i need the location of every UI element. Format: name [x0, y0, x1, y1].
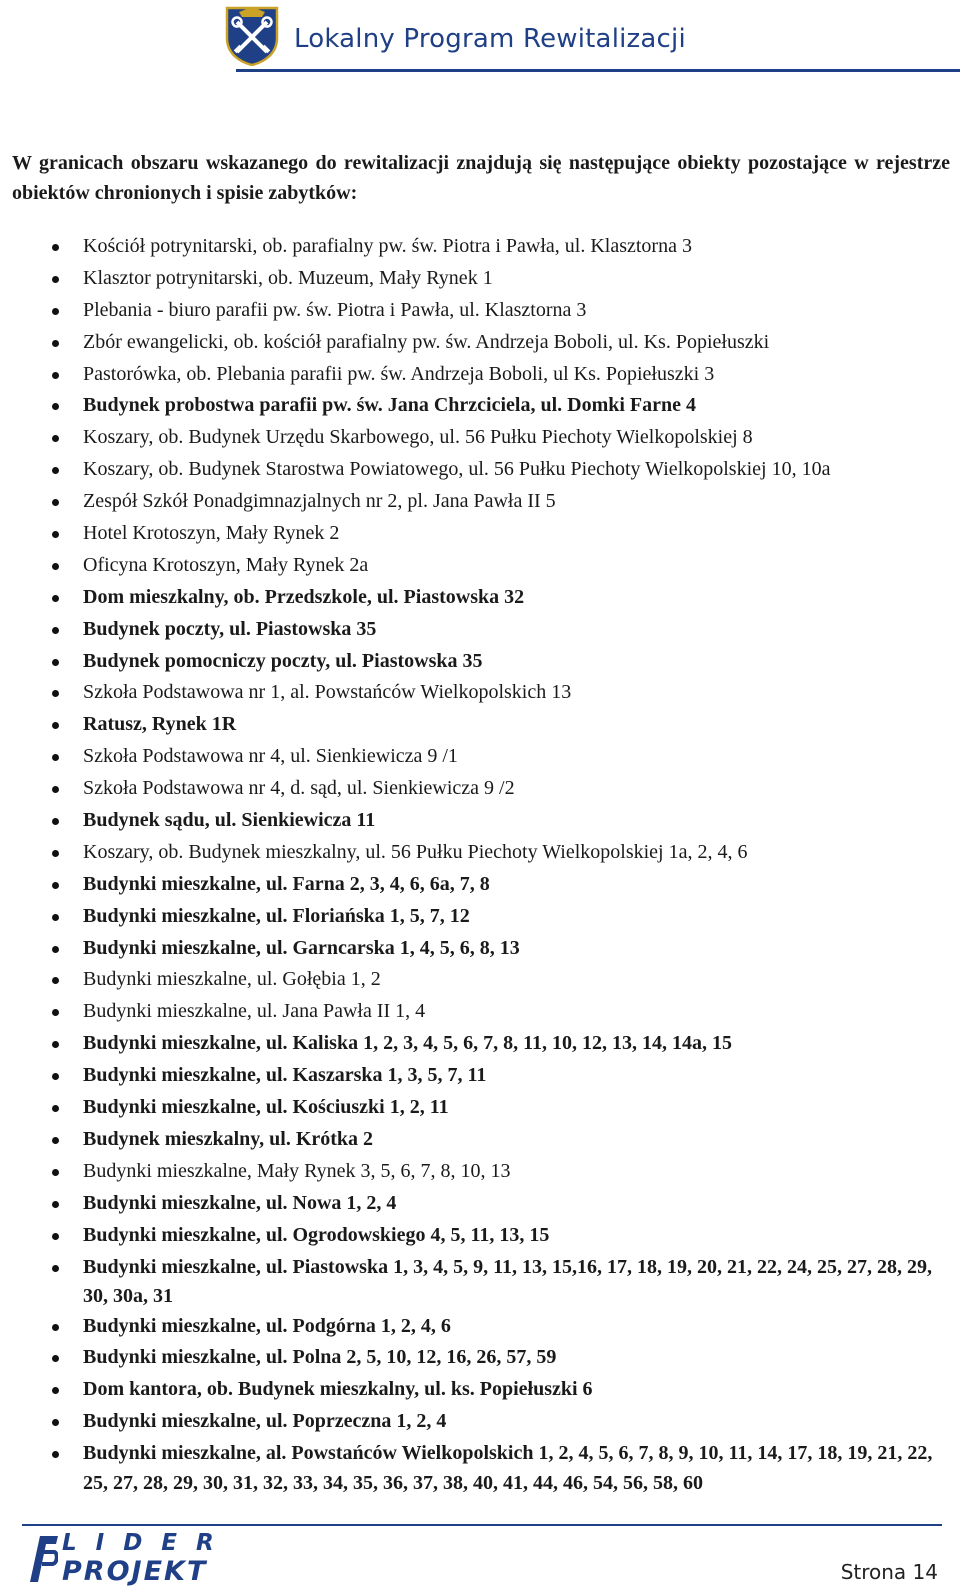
bullet-icon	[52, 435, 59, 442]
list-item	[0, 583, 960, 615]
list-item-text: Plebania - biuro parafii pw. św. Piotra i Pawła, ul. Klasztorna 3	[83, 298, 587, 321]
bullet-icon	[52, 627, 59, 634]
bullet-icon	[52, 308, 59, 315]
header-divider	[236, 69, 960, 72]
list-item-text: Zespół Szkół Ponadgimnazjalnych nr 2, pl. Jana Pawła II 5	[83, 490, 556, 513]
bullet-icon	[52, 531, 59, 538]
list-item-text: Budynki mieszkalne, ul. Garncarska 1, 4, 5, 6, 8, 13	[83, 936, 520, 959]
list-item-text: Budynek pomocniczy poczty, ul. Piastowska 35	[83, 649, 483, 672]
list-item-text: Zbór ewangelicki, ob. kościół parafialny pw. św. Andrzeja Boboli, ul. Ks. Popiełuszki	[83, 330, 770, 353]
list-item-text: Klasztor potrynitarski, ob. Muzeum, Mały Rynek 1	[83, 266, 493, 289]
bullet-icon	[52, 882, 59, 889]
bullet-icon	[52, 754, 59, 761]
list-item	[0, 1221, 960, 1253]
document-title: Lokalny Program Rewitalizacji	[294, 24, 686, 54]
list-item	[0, 997, 960, 1029]
list-item	[0, 1125, 960, 1157]
bullet-icon	[52, 595, 59, 602]
bullet-icon	[52, 1137, 59, 1144]
bullet-icon	[52, 818, 59, 825]
list-item	[0, 965, 960, 997]
lider-projekt-logo	[24, 1530, 239, 1586]
list-item-text: Budynek probostwa parafii pw. św. Jana Chrzciciela, ul. Domki Farne 4	[83, 394, 697, 417]
bullet-icon	[52, 1355, 59, 1362]
bullet-icon	[52, 786, 59, 793]
list-item-text: Budynki mieszkalne, ul. Poprzeczna 1, 2, 4	[83, 1410, 447, 1433]
bullet-icon	[52, 659, 59, 666]
list-item	[0, 742, 960, 774]
list-item	[0, 1157, 960, 1189]
bullet-icon	[52, 340, 59, 347]
list-item	[0, 615, 960, 647]
list-item	[0, 1189, 960, 1221]
list-item	[0, 391, 960, 423]
list-item	[0, 328, 960, 360]
bullet-icon	[52, 1419, 59, 1426]
bullet-icon	[52, 499, 59, 506]
logo-mark-icon	[24, 1530, 58, 1584]
list-item-text: Budynki mieszkalne, ul. Gołębia 1, 2	[83, 968, 381, 991]
list-item-text: Pastorówka, ob. Plebania parafii pw. św. Andrzeja Boboli, ul Ks. Popiełuszki 3	[83, 362, 715, 385]
bullet-icon	[52, 467, 59, 474]
bullet-icon	[52, 276, 59, 283]
list-item	[0, 264, 960, 296]
list-item	[0, 806, 960, 838]
bullet-icon	[52, 914, 59, 921]
list-item-text: Szkoła Podstawowa nr 4, ul. Sienkiewicza 9 /1	[83, 745, 458, 768]
list-item-text: Koszary, ob. Budynek Urzędu Skarbowego, ul. 56 Pułku Piechoty Wielkopolskiej 8	[83, 426, 753, 449]
list-item	[0, 487, 960, 519]
list-item	[0, 710, 960, 742]
coat-of-arms-icon	[222, 4, 282, 66]
list-item	[0, 1407, 960, 1439]
list-item	[0, 360, 960, 392]
list-item-text: Oficyna Krotoszyn, Mały Rynek 2a	[83, 553, 369, 576]
list-item	[0, 1375, 960, 1407]
list-item-text: Budynki mieszkalne, ul. Kaliska 1, 2, 3, 4, 5, 6, 7, 8, 11, 10, 12, 13, 14, 14a, 15	[83, 1032, 732, 1055]
bullet-icon	[52, 1233, 59, 1240]
list-item-text: Budynki mieszkalne, ul. Kościuszki 1, 2, 11	[83, 1096, 449, 1119]
bullet-icon	[52, 690, 59, 697]
list-item-text: Budynki mieszkalne, ul. Polna 2, 5, 10, 12, 16, 26, 57, 59	[83, 1346, 557, 1369]
list-item-text: Budynek mieszkalny, ul. Krótka 2	[83, 1127, 374, 1150]
footer-divider	[22, 1524, 942, 1526]
list-item-text: Szkoła Podstawowa nr 1, al. Powstańców Wielkopolskich 13	[83, 681, 572, 704]
bullet-icon	[52, 1324, 59, 1331]
list-item-text: Dom mieszkalny, ob. Przedszkole, ul. Piastowska 32	[83, 585, 525, 608]
page-number: Strona 14	[840, 1560, 938, 1584]
list-item	[0, 1029, 960, 1061]
list-item-text: Budynki mieszkalne, ul. Ogrodowskiego 4, 5, 11, 13, 15	[83, 1223, 550, 1246]
bullet-icon	[52, 372, 59, 379]
list-item-text: Budynki mieszkalne, ul. Farna 2, 3, 4, 6, 6a, 7, 8	[83, 872, 490, 895]
list-item	[0, 232, 960, 264]
list-item-text: Budynki mieszkalne, al. Powstańców Wielkopolskich 1, 2, 4, 5, 6, 7, 8, 9, 10, 11, 14, 17, 18, 19, 21, 22, 25, 27, 28, 29, 30, 31, 32, 33, 34, 35, 36, 37, 38, 40, 41, 44, 46, 54, 56, 58, 60	[83, 1442, 933, 1494]
list-item-text: Kościół potrynitarski, ob. parafialny pw. św. Piotra i Pawła, ul. Klasztorna 3	[83, 235, 692, 257]
list-item-text: Budynki mieszkalne, Mały Rynek 3, 5, 6, 7, 8, 10, 13	[83, 1159, 511, 1182]
list-item-text: Budynek poczty, ul. Piastowska 35	[83, 617, 377, 640]
list-item	[0, 678, 960, 710]
list-item-text: Ratusz, Rynek 1R	[83, 713, 237, 736]
list-item	[0, 1312, 960, 1344]
list-item-text: Budynki mieszkalne, ul. Piastowska 1, 3, 4, 5, 9, 11, 13, 15,16, 17, 18, 19, 20, 21, 22, 24, 25, 27, 28, 29, 30, 30a, 31	[83, 1255, 932, 1307]
list-item	[0, 870, 960, 902]
bullet-icon	[52, 1201, 59, 1208]
list-item-text: Budynki mieszkalne, ul. Kaszarska 1, 3, 5, 7, 11	[83, 1064, 487, 1087]
bullet-icon	[52, 850, 59, 857]
bullet-icon	[52, 244, 59, 251]
list-item	[0, 934, 960, 966]
list-item-text: Budynki mieszkalne, ul. Floriańska 1, 5, 7, 12	[83, 904, 470, 927]
bullet-icon	[52, 1169, 59, 1176]
list-item-text: Budynki mieszkalne, ul. Jana Pawła II 1, 4	[83, 1000, 426, 1023]
list-item-text: Budynki mieszkalne, ul. Podgórna 1, 2, 4, 6	[83, 1314, 451, 1337]
list-item-text: Szkoła Podstawowa nr 4, d. sąd, ul. Sienkiewicza 9 /2	[83, 777, 515, 800]
list-item	[0, 551, 960, 583]
list-item-text: Hotel Krotoszyn, Mały Rynek 2	[83, 522, 340, 545]
list-item	[0, 296, 960, 328]
list-item	[0, 774, 960, 806]
list-item	[0, 838, 960, 870]
list-item	[0, 519, 960, 551]
bullet-icon	[52, 1073, 59, 1080]
logo-text-line2: PROJEKT	[62, 1556, 208, 1587]
list-item	[0, 647, 960, 679]
bullet-icon	[52, 977, 59, 984]
monument-list	[0, 232, 960, 1498]
list-item	[0, 902, 960, 934]
list-item	[0, 455, 960, 487]
bullet-icon	[52, 722, 59, 729]
list-item	[0, 1253, 960, 1312]
bullet-icon	[52, 563, 59, 570]
list-item-text: Dom kantora, ob. Budynek mieszkalny, ul. ks. Popiełuszki 6	[83, 1378, 593, 1401]
list-item-text: Budynki mieszkalne, ul. Nowa 1, 2, 4	[83, 1191, 397, 1214]
list-item	[0, 1343, 960, 1375]
list-item-text: Budynek sądu, ul. Sienkiewicza 11	[83, 809, 376, 832]
list-item	[0, 423, 960, 455]
bullet-icon	[52, 1451, 59, 1458]
bullet-icon	[52, 1387, 59, 1394]
bullet-icon	[52, 1105, 59, 1112]
bullet-icon	[52, 403, 59, 410]
list-item-text: Koszary, ob. Budynek Starostwa Powiatowego, ul. 56 Pułku Piechoty Wielkopolskiej 10, 10a	[83, 458, 831, 481]
bullet-icon	[52, 946, 59, 953]
intro-paragraph: W granicach obszaru wskazanego do rewitalizacji znajdują się następujące obiekty pozostające w rejestrze obiektów chronionych i spisie zabytków:	[12, 152, 950, 204]
bullet-icon	[52, 1041, 59, 1048]
page-header	[0, 0, 960, 72]
list-item	[0, 1439, 960, 1498]
list-item-text: Koszary, ob. Budynek mieszkalny, ul. 56 Pułku Piechoty Wielkopolskiej 1a, 2, 4, 6	[83, 840, 748, 863]
logo-text-line1: LIDER	[62, 1530, 233, 1556]
bullet-icon	[52, 1265, 59, 1272]
list-item	[0, 1093, 960, 1125]
list-item	[0, 1061, 960, 1093]
bullet-icon	[52, 1009, 59, 1016]
